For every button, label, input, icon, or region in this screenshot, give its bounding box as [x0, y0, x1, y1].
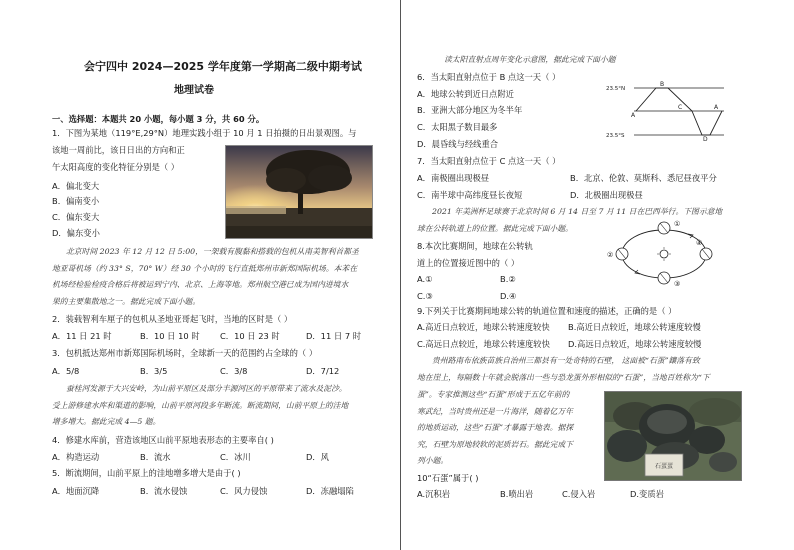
exam-title: 会宁四中 2024—2025 学年度第一学期高二级中期考试 — [84, 60, 362, 73]
q9-option-a[interactable]: A.高近日点较近，地球公转速度较快 — [417, 322, 550, 332]
q8-option-d[interactable]: D.④ — [500, 291, 517, 301]
passage-river-line: 受上游修建水库和渠道的影响，山前平原河段多年断流。断流期间，山前平原上的洼地 — [52, 401, 349, 410]
passage-stone-line: 的地质运动，这些“石蛋”才暴露于地表。据探 — [417, 423, 574, 432]
passage-cup-line: 球在公转轨道上的位置。据此完成下面小题。 — [417, 224, 573, 233]
orbit-label-3: ③ — [674, 280, 681, 288]
passage-stone-line: 地在崖上，每隔数十年就会脱落出一些与恐龙蛋外形相似的“石蛋”，当地百姓称为“下 — [417, 373, 710, 382]
q1-line: 午太阳高度的变化特征分别是（ ） — [52, 162, 180, 172]
passage-flight-line: 果的主要集散地之一。据此完成下面小题。 — [52, 297, 201, 306]
section-heading: 一、选择题：本题共 20 小题，每小题 3 分，共 60 分。 — [52, 114, 265, 124]
point-a-label: A — [631, 112, 636, 119]
q9-option-b[interactable]: B.高近日点较近，地球公转速度较慢 — [568, 322, 701, 332]
stone-sign-text: 石蛋蛋 — [654, 463, 674, 470]
q8-option-a[interactable]: A.① — [417, 274, 433, 284]
q3-option-c[interactable]: C．3/8 — [220, 366, 248, 376]
q10-option-b[interactable]: B.喷出岩 — [500, 489, 534, 499]
earth-orbit-diagram — [604, 215, 719, 288]
q1-option-a[interactable]: A．偏北变大 — [52, 181, 100, 191]
q7-stem: 7．当太阳直射点位于 C 点这一天（ ） — [417, 156, 561, 166]
point-b-label: B — [660, 81, 665, 88]
q4-stem: 4．修建水库前，营造该地区山前平原地表形态的主要率自( ) — [52, 435, 274, 445]
passage-stone-line: 究，石壁为原地较软的泥质岩石。据此完成下 — [417, 440, 573, 449]
lat-north-label: 23.5°N — [606, 86, 626, 92]
q6-option-b[interactable]: B．亚洲大部分地区为冬半年 — [417, 105, 523, 115]
sunrise-photo — [225, 145, 373, 239]
q6-stem: 6．当太阳直射点位于 B 点这一天（ ） — [417, 72, 561, 82]
q5-option-a[interactable]: A．地面沉降 — [52, 486, 100, 496]
q8-line: 道上的位置接近图中的（ ） — [417, 258, 520, 268]
q1-option-c[interactable]: C．偏东变大 — [52, 212, 100, 222]
q7-option-d[interactable]: D．北极圈出现极昼 — [570, 190, 643, 200]
direct-sun-point-diagram — [606, 80, 724, 142]
q10-option-c[interactable]: C.侵入岩 — [562, 489, 596, 499]
q2-option-b[interactable]: B．10 日 10 时 — [140, 331, 200, 341]
q10-stem: 10“石蛋”属于( ) — [417, 473, 479, 483]
q3-option-a[interactable]: A．5/8 — [52, 366, 80, 376]
passage-flight-line: 机场经检验检疫合格后将被运到宁内、北京、上海等地。郑州航空港已成为国内进境水 — [52, 280, 349, 289]
q1-option-d[interactable]: D．偏东变小 — [52, 228, 100, 238]
point-a2-label: A — [714, 104, 719, 111]
q2-option-a[interactable]: A．11 日 21 时 — [52, 331, 112, 341]
point-d-label: D — [703, 136, 708, 142]
q2-option-c[interactable]: C．10 日 23 时 — [220, 331, 280, 341]
q9-option-c[interactable]: C.高远日点较近，地球公转速度较快 — [417, 339, 550, 349]
stone-egg-photo — [604, 391, 742, 481]
q4-option-d[interactable]: D．风 — [306, 452, 329, 462]
q7-option-b[interactable]: B．北京、伦敦、莫斯科、悉尼昼夜平分 — [570, 173, 717, 183]
q3-option-b[interactable]: B．3/5 — [140, 366, 168, 376]
q8-option-b[interactable]: B.② — [500, 274, 516, 284]
q5-option-b[interactable]: B．流水侵蚀 — [140, 486, 188, 496]
passage-stone-line: 蛋”。专家推测这些“石蛋”形成于五亿年前的 — [417, 390, 570, 399]
q8-option-c[interactable]: C.③ — [417, 291, 433, 301]
passage-stone-line: 寒武纪，当时贵州还是一片海洋，随着亿万年 — [417, 407, 573, 416]
left-column — [52, 0, 390, 550]
passage-stone-line: 贵州路南布依族苗族自治州三都县有一处奇特的石壁， 这面被“石蛋”鑲落有致 — [432, 356, 700, 365]
q4-option-c[interactable]: C．冰川 — [220, 452, 251, 462]
diagram-intro: 读太阳直射点周年变化示意图，据此完成下面小题 — [444, 55, 616, 64]
q4-option-b[interactable]: B．流水 — [140, 452, 171, 462]
q10-option-d[interactable]: D.变质岩 — [630, 489, 664, 499]
exam-subtitle: 地理试卷 — [174, 85, 214, 96]
q3-option-d[interactable]: D．7/12 — [306, 366, 340, 376]
orbit-label-1: ① — [674, 220, 681, 228]
q9-stem: 9.下列关于比赛期间地球公转的轨道位置和速度的描述，正确的是（ ） — [417, 306, 677, 316]
q10-option-a[interactable]: A.沉积岩 — [417, 489, 451, 499]
passage-flight-line: 北京时间 2023 年 12 月 12 日 5:00，一架载有腹黏和搭载的包机从南美智利首都圣 — [66, 247, 359, 256]
q2-option-d[interactable]: D．11 日 7 时 — [306, 331, 362, 341]
q1-line: 该地一周前比，该日日出的方向和正 — [52, 145, 185, 155]
q9-option-d[interactable]: D.高远日点较近，地球公转速度较慢 — [568, 339, 702, 349]
passage-flight-line: 地亚哥机场（约 33° S，70° W）经 30 个小时的飞行直抵郑州市新郑国际机场。本苯在 — [52, 264, 358, 273]
q1-line: 1．下图为某地（119°E,29°N）地理实践小组于 10 月 1 日拍摄的日出景观图。与 — [52, 128, 357, 138]
q4-option-a[interactable]: A．构造运动 — [52, 452, 100, 462]
q3-stem: 3．包机抵达郑州市新郑国际机场时，全球新一天的范围约占全球的（ ） — [52, 348, 318, 358]
passage-river-line: 蚕桂河发源于大兴安岭，为山前平原区及部分丰源河区的平原带来了流水及泥沙。 — [66, 384, 347, 393]
passage-river-line: 增多增大。据此完成 4—5 题。 — [52, 417, 161, 426]
q7-option-a[interactable]: A．南极圈出现极昼 — [417, 173, 490, 183]
orbit-label-2: ② — [607, 251, 614, 259]
q2-stem: 2．装载智利车厘子的包机从圣地亚哥起飞时，当地的区时是（ ） — [52, 314, 293, 324]
passage-cup-line: 2021 年美洲杯足球赛于北京时间 6 月 14 日至 7 月 11 日在巴西举行。下图示意地 — [432, 207, 723, 216]
lat-south-label: 23.5°S — [606, 133, 625, 139]
q8-line: 8.本次比赛期间，地球在公转轨 — [417, 241, 533, 251]
passage-stone-line: 列小题。 — [417, 456, 449, 465]
column-divider — [400, 0, 401, 550]
q5-option-c[interactable]: C．风力侵蚀 — [220, 486, 268, 496]
q5-stem: 5．断流期间，山前平原上的洼地增多增大是由于( ) — [52, 468, 241, 478]
q7-option-c[interactable]: C．南半球中高纬度昼长夜短 — [417, 190, 523, 200]
point-c-label: C — [678, 104, 683, 111]
orbit-label-4: ④ — [696, 239, 703, 247]
q6-option-c[interactable]: C．太阳黑子数目最多 — [417, 122, 498, 132]
right-column — [414, 0, 754, 550]
q6-option-d[interactable]: D．晨昏线与经线重合 — [417, 139, 499, 149]
q6-option-a[interactable]: A．地球公转到近日点附近 — [417, 89, 514, 99]
q1-option-b[interactable]: B．偏南变小 — [52, 196, 100, 206]
q5-option-d[interactable]: D．冻融塌陷 — [306, 486, 354, 496]
